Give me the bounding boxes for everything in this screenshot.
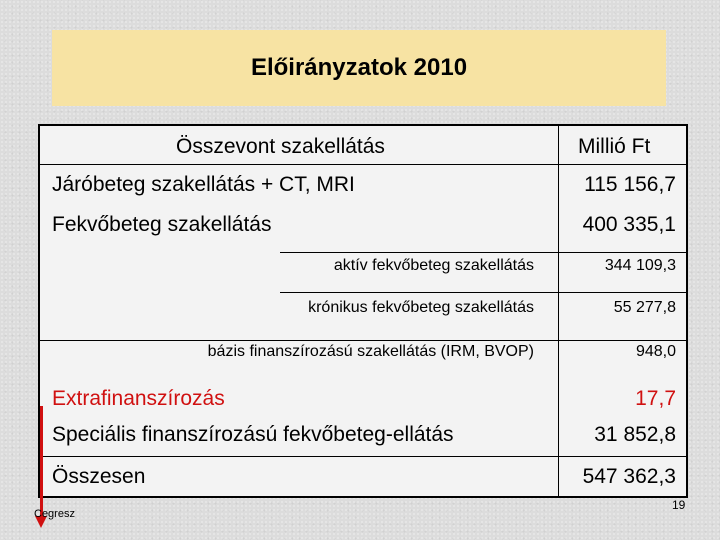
row-label-bazis: bázis finanszírozású szakellátás (IRM, BVOP): [207, 343, 534, 360]
row-divider-kronikus: [280, 292, 686, 293]
row-divider-total: [40, 456, 686, 457]
red-arrow-line: [40, 406, 43, 518]
row-divider-aktiv: [280, 252, 686, 253]
footer-author: Cegresz: [34, 508, 75, 520]
row-value-kronikus: 55 277,8: [613, 299, 676, 316]
row-divider-bazis: [40, 340, 686, 341]
appropriations-table: [38, 124, 688, 498]
title-box: [52, 30, 666, 106]
header-category: Összevont szakellátás: [176, 135, 385, 158]
row-label-jarobeteg: Járóbeteg szakellátás + CT, MRI: [52, 173, 355, 196]
page-title: Előirányzatok 2010: [250, 54, 468, 81]
row-label-kronikus: krónikus fekvőbeteg szakellátás: [308, 299, 534, 316]
row-label-specialis: Speciális finanszírozású fekvőbeteg-ellátás: [52, 423, 454, 446]
row-label-extra: Extrafinanszírozás: [52, 387, 225, 410]
page-number: 19: [672, 498, 686, 512]
row-value-bazis: 948,0: [635, 343, 676, 360]
column-divider: [558, 126, 559, 496]
row-value-jarobeteg: 115 156,7: [584, 173, 676, 196]
row-value-specialis: 31 852,8: [594, 423, 676, 446]
row-value-aktiv: 344 109,3: [604, 257, 676, 274]
header-unit: Millió Ft: [578, 135, 651, 158]
header-divider: [40, 164, 686, 165]
row-value-osszesen: 547 362,3: [582, 465, 676, 488]
row-value-fekvobeteg: 400 335,1: [582, 213, 676, 236]
row-label-aktiv: aktív fekvőbeteg szakellátás: [333, 257, 534, 274]
row-label-fekvobeteg: Fekvőbeteg szakellátás: [52, 213, 272, 236]
row-value-extra: 17,7: [635, 387, 676, 410]
row-label-osszesen: Összesen: [52, 465, 146, 488]
